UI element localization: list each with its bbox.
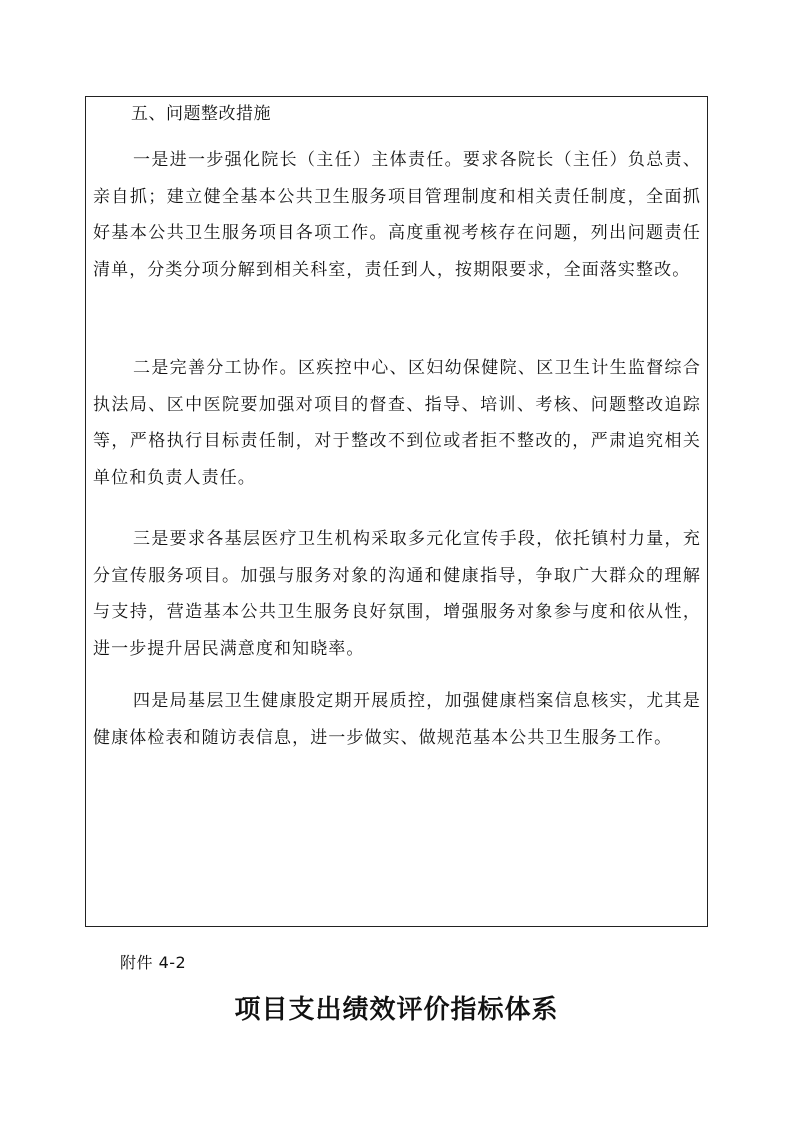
paragraph-4: 四是局基层卫生健康股定期开展质控，加强健康档案信息核实，尤其是健康体检表和随访表信息，进一步做实、做规范基本公共卫生服务工作。 bbox=[93, 691, 701, 748]
paragraph-1: 一是进一步强化院长（主任）主体责任。要求各院长（主任）负总责、亲自抓；建立健全基本公共卫生服务项目管理制度和相关责任制度，全面抓好基本公共卫生服务项目各项工作。高度重视考核存在问题，列出问题责任清单，分类分项分解到相关科室，责任到人，按期限要求，全面落实整改。 bbox=[93, 150, 701, 280]
paragraph-2: 二是完善分工协作。区疾控中心、区妇幼保健院、区卫生计生监督综合执法局、区中医院要加强对项目的督查、指导、培训、考核、问题整改追踪等，严格执行目标责任制，对于整改不到位或者拒不整改的，严肃追究相关单位和负责人责任。 bbox=[93, 358, 701, 488]
attachment-label: 附件 4-2 bbox=[120, 953, 187, 972]
section-heading: 五、问题整改措施 bbox=[131, 104, 271, 124]
paragraph-3: 三是要求各基层医疗卫生机构采取多元化宣传手段，依托镇村力量，充分宣传服务项目。加强与服务对象的沟通和健康指导，争取广大群众的理解与支持，营造基本公共卫生服务良好氛围，增强服务对象参与度和依从性，进一步提升居民满意度和知晓率。 bbox=[93, 529, 701, 659]
attachment-title: 项目支出绩效评价指标体系 bbox=[234, 995, 559, 1025]
